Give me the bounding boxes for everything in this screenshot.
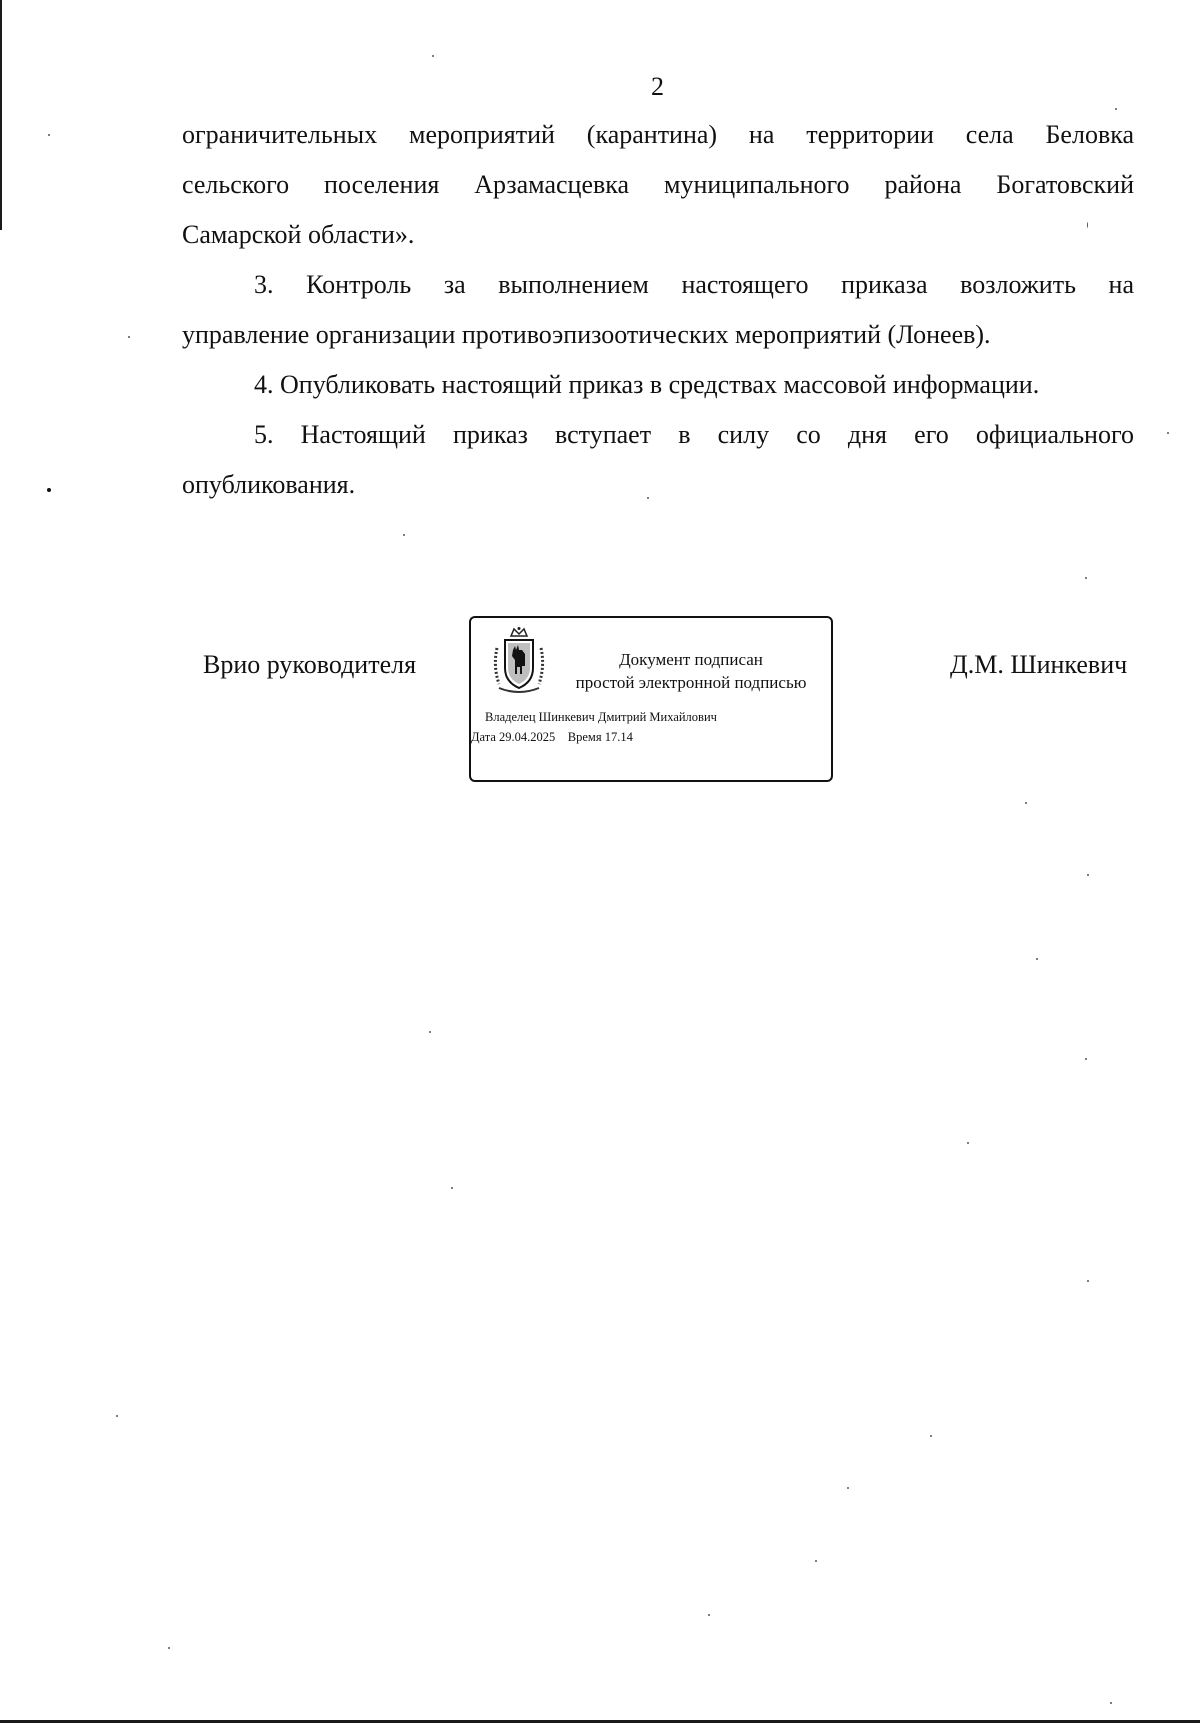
scan-speck [967,1142,969,1144]
signature-block [0,616,1200,786]
scan-speck [1036,958,1038,960]
stamp-time: Время 17.14 [567,730,633,744]
scan-speck [847,1487,849,1489]
scan-speck [708,1614,710,1616]
scan-speck [403,534,405,536]
continuation-paragraph [182,110,1134,260]
scan-speck [1087,1280,1089,1282]
stamp-date: Дата 29.04.2025 [471,730,556,744]
paragraph-item-5 [182,410,1134,510]
scan-speck [1085,1058,1087,1060]
signer-name: Д.М. Шинкевич [950,650,1128,679]
scan-edge-left [0,0,2,230]
scan-speck [1167,432,1169,434]
scan-speck [1085,577,1087,579]
text-line: 4. Опубликовать настоящий приказ в средствах массовой информации. [254,370,1040,399]
scan-speck [168,1647,170,1649]
stamp-owner: Владелец Шинкевич Дмитрий Михайлович [485,710,717,724]
text-line: Самарской области». [182,220,415,249]
scan-edge-bottom [0,1720,1200,1723]
scan-speck [1025,802,1027,804]
scan-speck [48,134,50,136]
scan-speck [128,336,130,338]
scan-speck [451,1187,453,1189]
paragraph-item-4 [182,360,1134,410]
paragraph-item-3 [182,260,1134,360]
stamp-title [559,648,823,694]
scan-speck [429,1031,431,1033]
scan-speck [1087,222,1088,228]
stamp-datetime [471,730,633,745]
electronic-signature-stamp [469,616,833,782]
text-line: сельского поселения Арзамасцевка муниципального района Богатовский [182,170,1134,199]
scan-speck [815,1560,817,1562]
text-line: ограничительных мероприятий (карантина) на территории села Беловка [182,120,1134,149]
text-line: 3. Контроль за выполнением настоящего приказа возложить на [254,270,1134,299]
text-line: опубликования. [182,470,356,499]
scan-speck [47,488,51,492]
scan-speck [432,55,434,57]
scan-speck [930,1435,932,1437]
scan-speck [647,497,649,499]
text-line: управление организации противоэпизоотических мероприятий (Лонеев). [182,320,991,349]
page-number: 2 [651,72,664,101]
scan-speck [1110,1702,1112,1704]
scan-speck [116,1415,118,1417]
stamp-title-line2: простой электронной подписью [575,673,807,692]
scan-speck [1115,108,1117,110]
stamp-title-line1: Документ подписан [619,650,763,669]
coat-of-arms-icon [489,626,549,696]
signer-position: Врио руководителя [203,650,417,679]
scan-speck [1087,874,1089,876]
text-line: 5. Настоящий приказ вступает в силу со дня его официального [254,420,1134,449]
